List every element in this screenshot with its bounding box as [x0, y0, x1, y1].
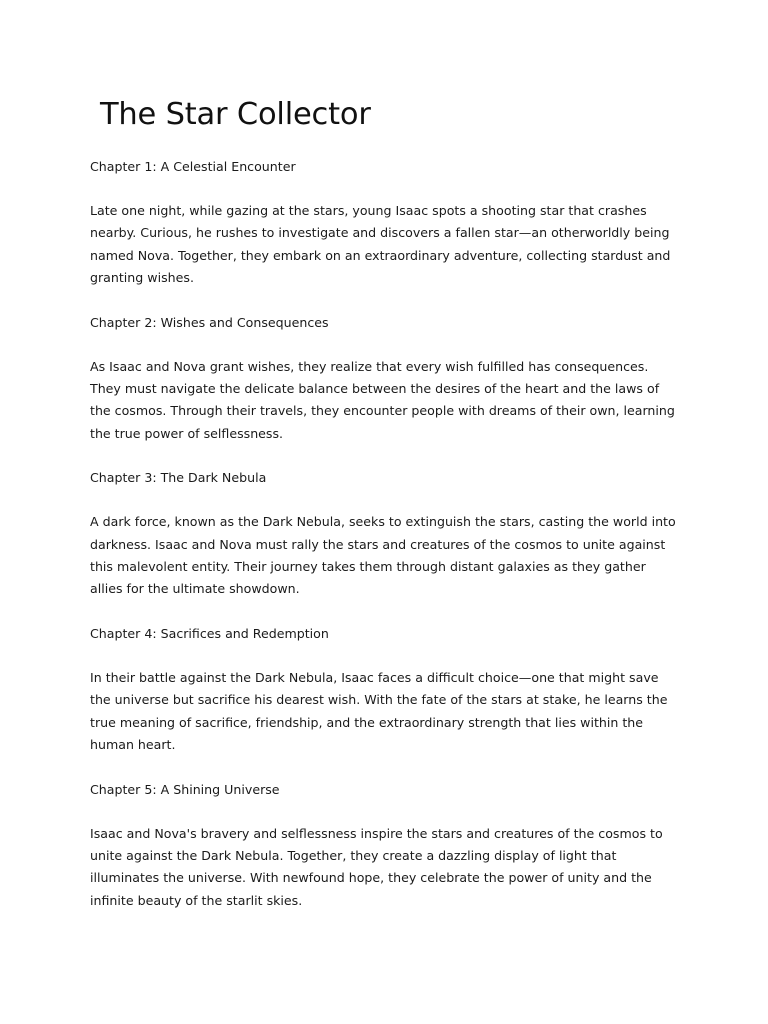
- chapter-body: A dark force, known as the Dark Nebula, seeks to extinguish the stars, casting the world into darkness. Isaac and Nova must rally the stars and creatures of the cosmos to unite against this malevolent entity. Their journey takes them through distant galaxies as they gather allies for the ultimate showdown.: [90, 514, 676, 597]
- chapter-body: As Isaac and Nova grant wishes, they realize that every wish fulfilled has consequences. They must navigate the delicate balance between the desires of the heart and the laws of the cosmos. Through their travels, they encounter people with dreams of their own, learning the true power of selflessness.: [90, 358, 675, 441]
- chapter-5: [90, 779, 682, 913]
- chapter-3: [90, 467, 682, 601]
- chapter-heading: Chapter 5: A Shining Universe: [90, 781, 280, 797]
- chapter-heading: Chapter 3: The Dark Nebula: [90, 470, 267, 486]
- chapter-heading: Chapter 2: Wishes and Consequences: [90, 314, 329, 330]
- chapter-body: Late one night, while gazing at the stars, young Isaac spots a shooting star that crashes nearby. Curious, he rushes to investigate and discovers a fallen star—an otherworldly being named Nova. Together, they embark on an extraordinary adventure, collecting stardust and granting wishes.: [90, 203, 671, 286]
- chapter-1: [90, 156, 682, 290]
- chapter-body: Isaac and Nova's bravery and selflessness inspire the stars and creatures of the cosmos to unite against the Dark Nebula. Together, they create a dazzling display of light that illuminates the universe. With newfound hope, they celebrate the power of unity and the infinite beauty of the starlit skies.: [90, 825, 663, 908]
- chapter-heading: Chapter 1: A Celestial Encounter: [90, 159, 296, 174]
- chapter-2: [90, 312, 682, 446]
- document-title: The Star Collector: [100, 97, 371, 132]
- chapter-heading: Chapter 4: Sacrifices and Redemption: [90, 625, 329, 641]
- chapter-4: [90, 623, 682, 757]
- chapter-body: In their battle against the Dark Nebula, Isaac faces a difficult choice—one that might save the universe but sacrifice his dearest wish. With the fate of the stars at stake, he learns the true meaning of sacrifice, friendship, and the extraordinary strength that lies within the human heart.: [90, 669, 668, 753]
